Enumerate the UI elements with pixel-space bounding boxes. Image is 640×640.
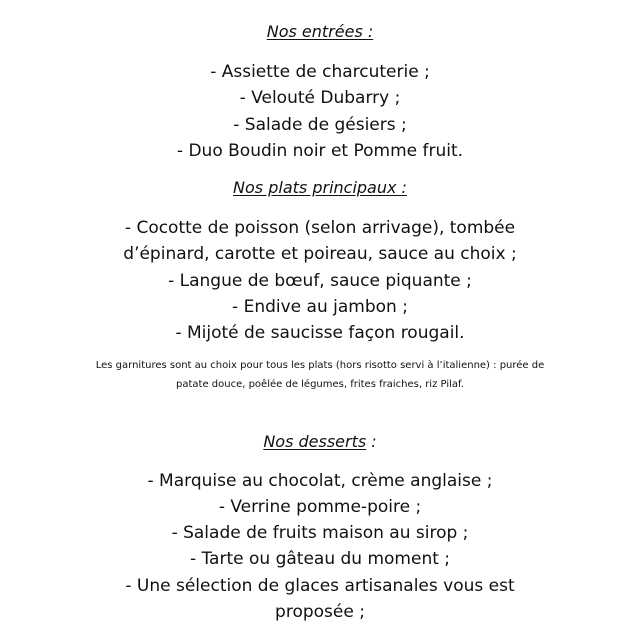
dessert-item: - Une sélection de glaces artisanales vous est	[125, 576, 515, 596]
plat-item: - Langue de bœuf, sauce piquante ;	[168, 271, 472, 291]
dessert-item: - Marquise au chocolat, crème anglaise ;	[147, 471, 493, 491]
entree-item: - Velouté Dubarry ;	[239, 88, 401, 108]
plat-item: - Cocotte de poisson (selon arrivage), tombée	[124, 218, 516, 238]
plats-title-text: Nos plats principaux :	[233, 178, 407, 197]
desserts-title-suffix: :	[366, 432, 377, 451]
plat-item: - Mijoté de saucisse façon rougail.	[175, 323, 465, 343]
desserts-title-text: Nos desserts	[263, 432, 367, 451]
plat-item-continuation: d’épinard, carotte et poireau, sauce au choix ;	[123, 244, 517, 264]
dessert-item-continuation: proposée ;	[275, 602, 365, 622]
entree-item: - Salade de gésiers ;	[233, 115, 407, 135]
dessert-item: - Tarte ou gâteau du moment ;	[189, 549, 451, 569]
cropped-previous-line	[0, 0, 640, 6]
desserts-title	[0, 432, 640, 452]
entree-item: - Assiette de charcuterie ;	[210, 62, 430, 82]
garnish-note: Les garnitures sont au choix pour tous les plats (hors risotto servi à l’italienne) : purée de patate douce, poêlée de légumes, frites fraiches, riz Pilaf.	[95, 360, 545, 390]
entree-item: - Duo Boudin noir et Pomme fruit.	[176, 141, 464, 161]
entrees-title	[0, 22, 640, 42]
entrees-title-text: Nos entrées :	[266, 22, 374, 41]
plats-title	[0, 178, 640, 198]
dessert-item: - Salade de fruits maison au sirop ;	[171, 523, 469, 543]
plat-item: - Endive au jambon ;	[232, 297, 408, 317]
dessert-item: - Verrine pomme-poire ;	[218, 497, 422, 517]
